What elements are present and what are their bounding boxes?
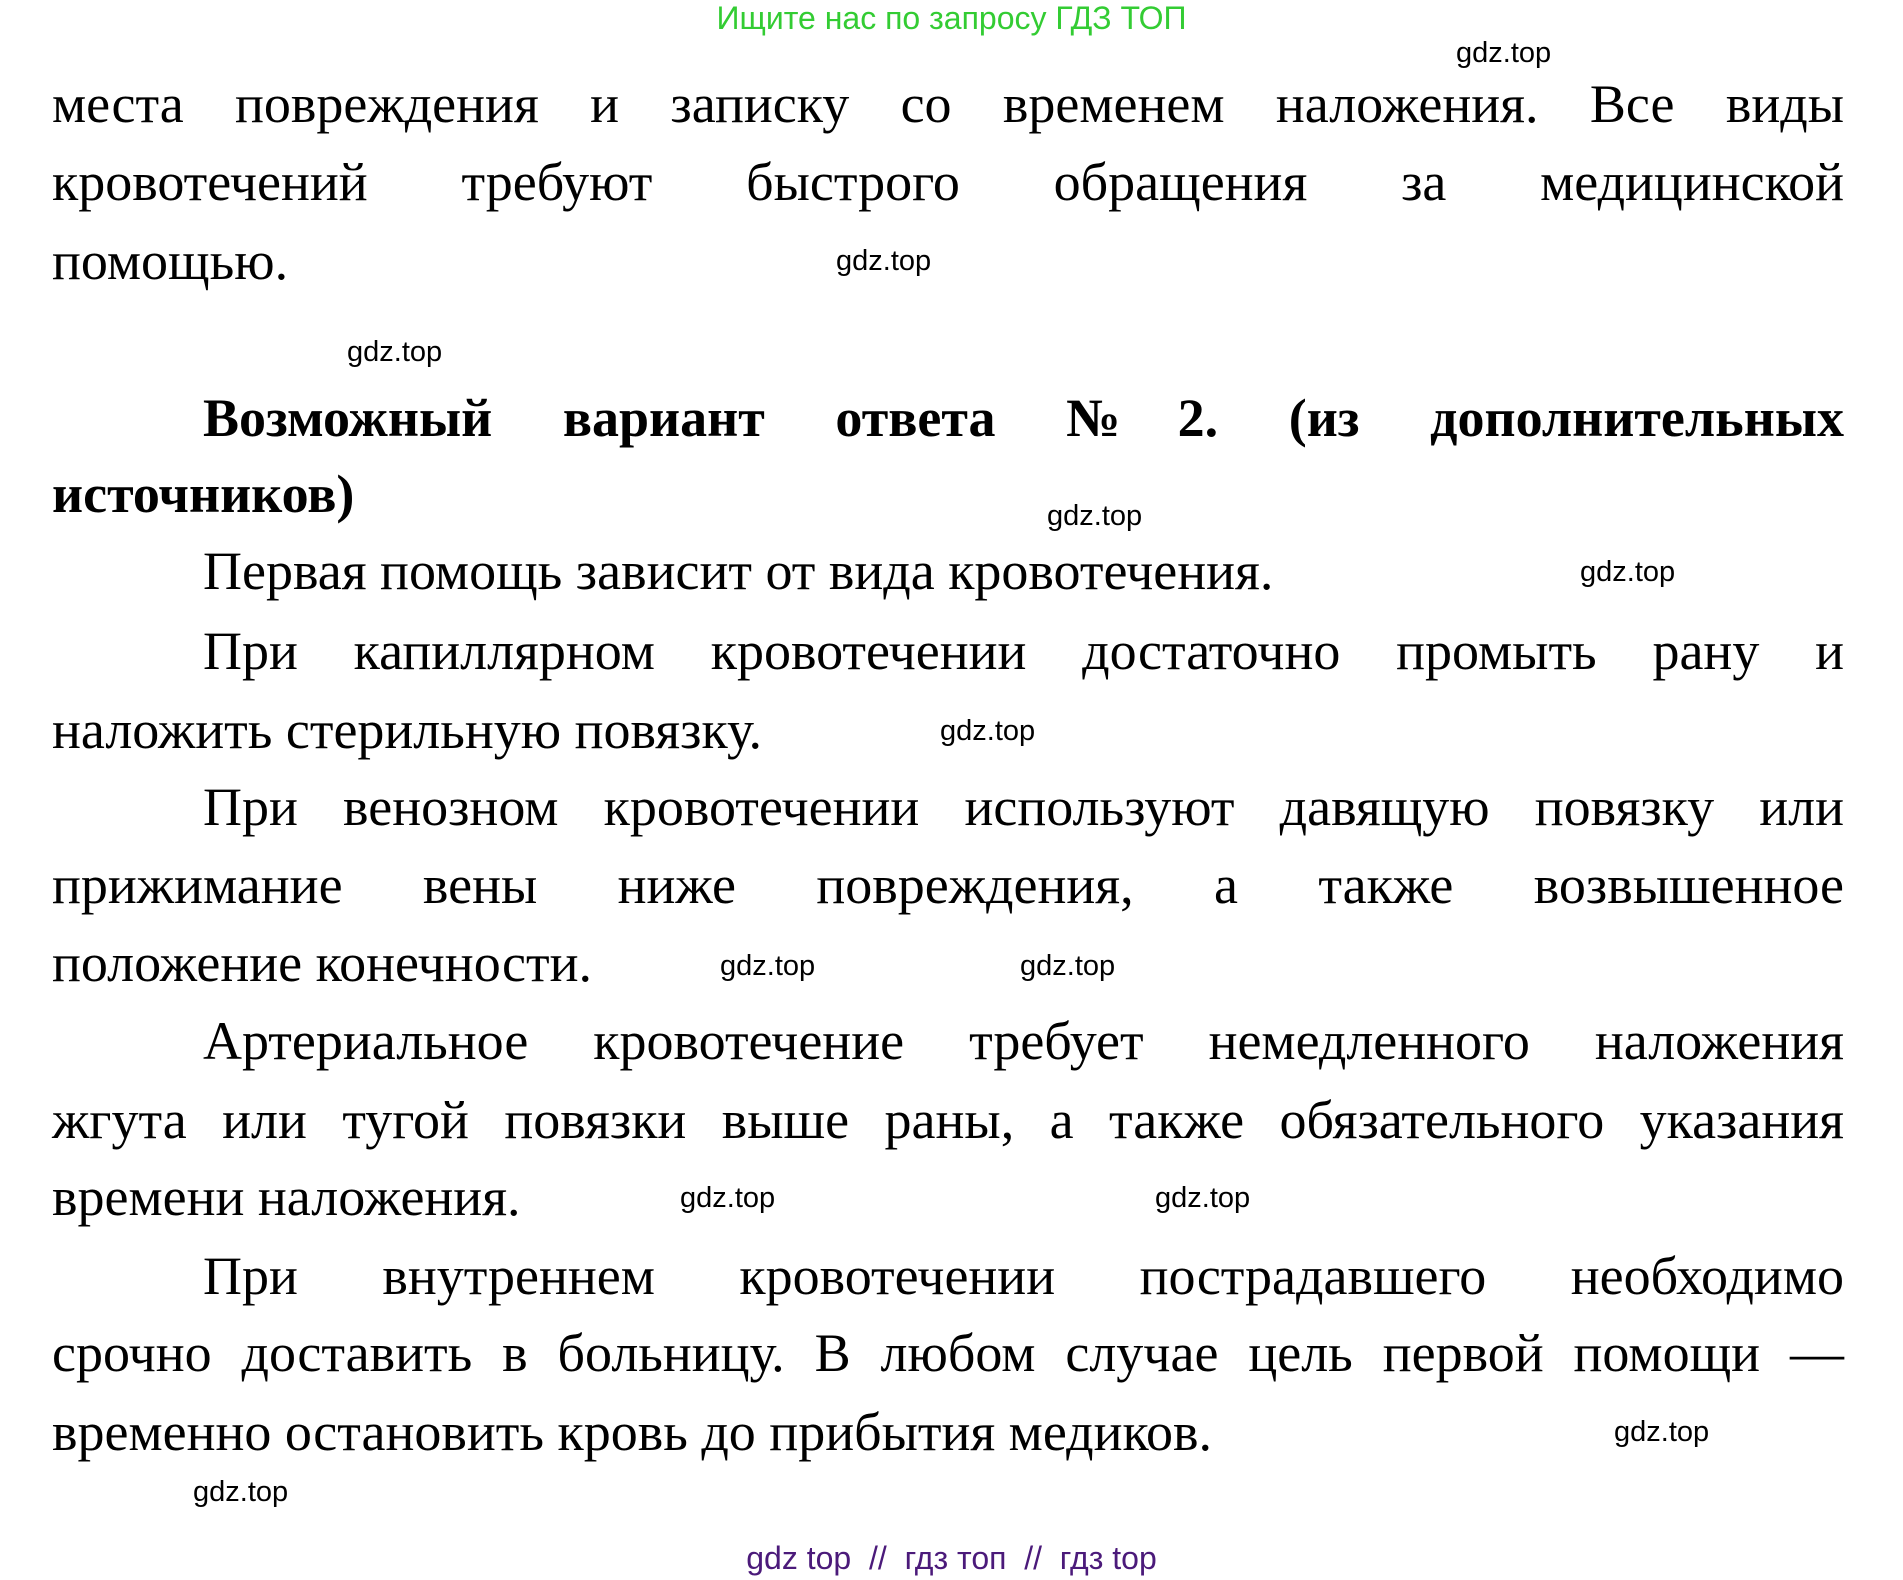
watermark: gdz.top — [1155, 1182, 1251, 1214]
footer-links: gdz top // гдз топ // гдз top — [746, 1540, 1157, 1576]
watermark: gdz.top — [1614, 1416, 1710, 1448]
text-line: жгута или тугой повязки выше раны, а также обязательного указания — [52, 1090, 1844, 1150]
watermark: gdz.top — [680, 1182, 776, 1214]
watermark: gdz.top — [347, 336, 443, 368]
watermark: gdz.top — [1020, 950, 1116, 982]
watermark: gdz.top — [720, 950, 816, 982]
text-line: положение конечности. — [52, 933, 592, 993]
text-line: Артериальное кровотечение требует немедленного наложения — [203, 1011, 1844, 1071]
watermark: gdz.top — [1047, 500, 1143, 532]
watermark: gdz.top — [193, 1476, 289, 1508]
text-line: временно остановить кровь до прибытия медиков. — [52, 1402, 1212, 1462]
text-line: При капиллярном кровотечении достаточно промыть рану и — [203, 621, 1844, 681]
search-hint-banner: Ищите нас по запросу ГДЗ ТОП — [716, 0, 1187, 36]
watermark: gdz.top — [836, 245, 932, 277]
text-line: помощью. — [52, 231, 289, 291]
watermark: gdz.top — [1580, 556, 1676, 588]
text-line: прижимание вены ниже повреждения, а также возвышенное — [52, 855, 1844, 915]
text-line: места повреждения и записку со временем наложения. Все виды — [52, 74, 1844, 134]
text-line: При венозном кровотечении используют давящую повязку или — [203, 777, 1844, 837]
text-line: При внутреннем кровотечении пострадавшего необходимо — [203, 1246, 1844, 1306]
text-line: наложить стерильную повязку. — [52, 700, 763, 760]
answer-heading: Возможный вариант ответа №2. (из дополнительных — [203, 388, 1844, 448]
answer-heading-continued: источников) — [52, 464, 355, 524]
watermark: gdz.top — [1456, 37, 1552, 69]
text-line: времени наложения. — [52, 1167, 521, 1227]
text-line: Первая помощь зависит от вида кровотечения. — [203, 541, 1274, 601]
text-line: срочно доставить в больницу. В любом случае цель первой помощи — — [52, 1323, 1844, 1383]
watermark: gdz.top — [940, 715, 1036, 747]
text-line: кровотечений требуют быстрого обращения за медицинской — [52, 152, 1844, 212]
